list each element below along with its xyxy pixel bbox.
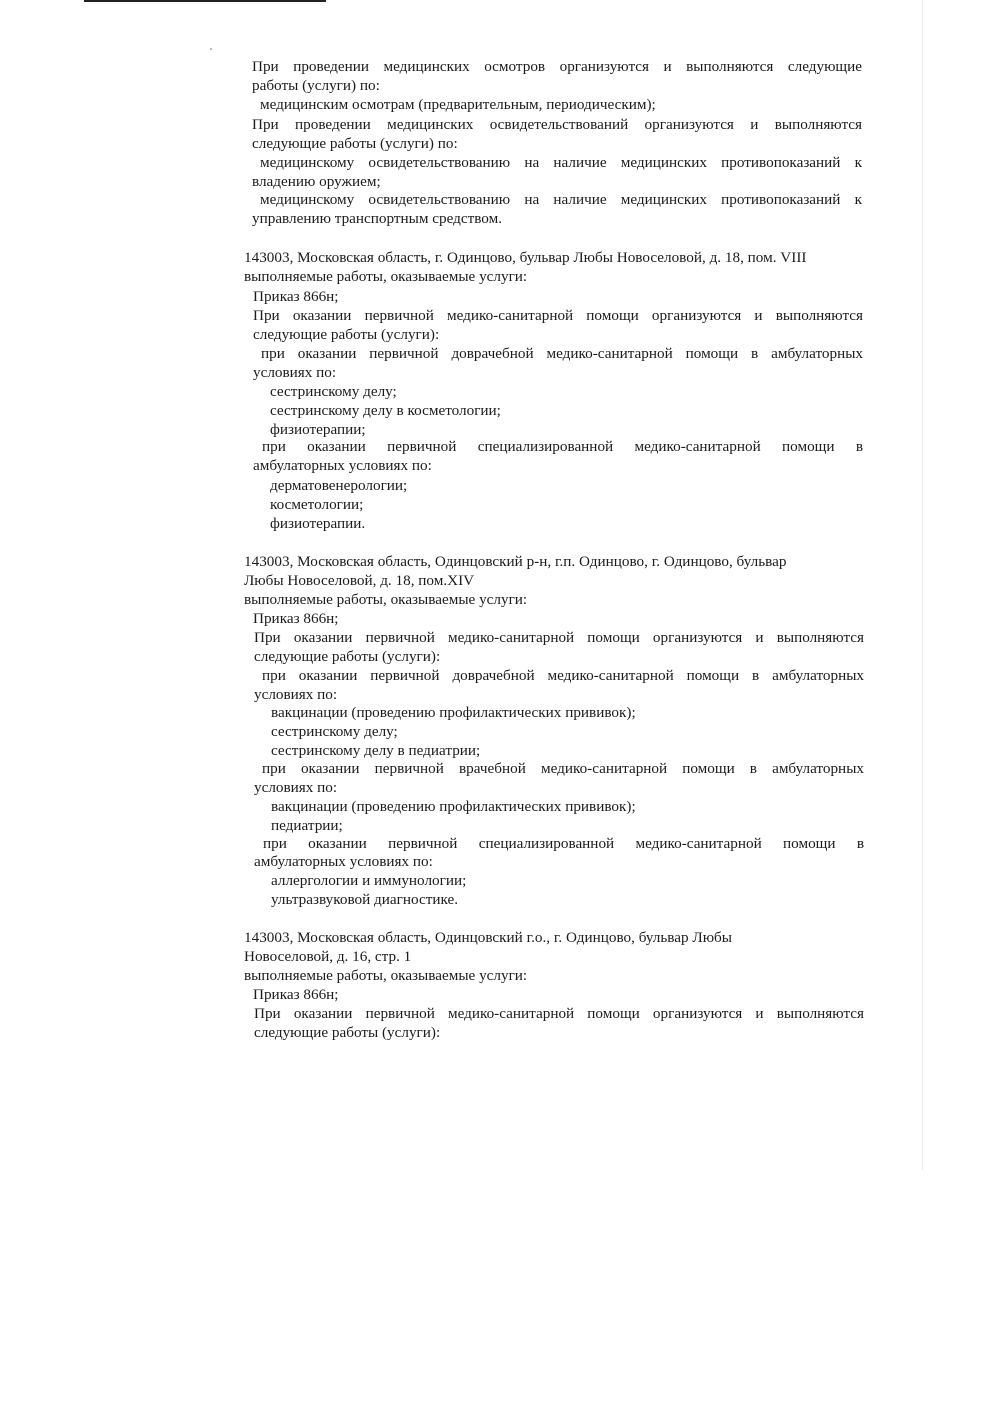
list-item: педиатрии;	[271, 817, 343, 834]
list-item: косметологии;	[270, 496, 364, 513]
list-item: управлению транспортным средством.	[252, 210, 503, 227]
list-item: дерматовенерологии;	[270, 477, 408, 494]
text-line: При проведении медицинских осмотров организуются и выполняются следующие	[252, 58, 862, 75]
list-item: владению оружием;	[252, 173, 381, 190]
text-line: условиях по:	[253, 364, 337, 381]
address-line: Новоселовой, д. 16, стр. 1	[244, 948, 412, 965]
text-line: При оказании первичной медико-санитарной помощи организуются и выполняются	[254, 629, 864, 646]
text-line: при оказании первичной специализированной медико-санитарной помощи в	[263, 835, 864, 852]
list-item: физиотерапии;	[270, 421, 366, 438]
list-item: медицинскому освидетельствованию на наличие медицинских противопоказаний к	[260, 154, 862, 171]
list-item: сестринскому делу;	[270, 383, 397, 400]
text-line: амбулаторных условиях по:	[253, 457, 432, 474]
text-line: выполняемые работы, оказываемые услуги:	[244, 591, 528, 608]
text-line: следующие работы (услуги):	[254, 1024, 441, 1041]
list-item: медицинскому освидетельствованию на наличие медицинских противопоказаний к	[260, 191, 862, 208]
text-line: следующие работы (услуги):	[253, 326, 440, 343]
address-line: 143003, Московская область, Одинцовский г.о., г. Одинцово, бульвар Любы	[244, 929, 732, 946]
text-line: условиях по:	[254, 779, 338, 796]
text-line: амбулаторных условиях по:	[254, 853, 433, 870]
address-line: 143003, Московская область, Одинцовский р-н, г.п. Одинцово, г. Одинцово, бульвар	[244, 553, 787, 570]
text-line: условиях по:	[254, 686, 338, 703]
list-item: физиотерапии.	[270, 515, 366, 532]
text-line: при оказании первичной доврачебной медико-санитарной помощи в амбулаторных	[261, 345, 863, 362]
list-item: медицинским осмотрам (предварительным, периодическим);	[260, 96, 656, 113]
text-line: при оказании первичной доврачебной медико-санитарной помощи в амбулаторных	[262, 667, 864, 684]
list-item: сестринскому делу;	[271, 723, 398, 740]
text-line: при оказании первичной специализированной медико-санитарной помощи в	[262, 438, 863, 455]
text-line: следующие работы (услуги) по:	[252, 135, 458, 152]
text-line: При оказании первичной медико-санитарной помощи организуются и выполняются	[254, 1005, 864, 1022]
list-item: ультразвуковой диагностике.	[271, 891, 459, 908]
address-line: Любы Новоселовой, д. 18, пом.XIV	[244, 572, 475, 589]
order-reference: Приказ 866н;	[253, 986, 339, 1003]
text-line: следующие работы (услуги):	[254, 648, 441, 665]
list-item: сестринскому делу в педиатрии;	[271, 742, 481, 759]
text-line: выполняемые работы, оказываемые услуги:	[244, 967, 528, 984]
order-reference: Приказ 866н;	[253, 288, 339, 305]
text-line: При оказании первичной медико-санитарной помощи организуются и выполняются	[253, 307, 863, 324]
text-line: при оказании первичной врачебной медико-санитарной помощи в амбулаторных	[262, 760, 864, 777]
list-item: сестринскому делу в косметологии;	[270, 402, 501, 419]
order-reference: Приказ 866н;	[253, 610, 339, 627]
text-line: выполняемые работы, оказываемые услуги:	[244, 268, 528, 285]
text-line: работы (услуги) по:	[252, 77, 380, 94]
list-item: вакцинации (проведению профилактических прививок);	[271, 704, 636, 721]
text-line: При проведении медицинских освидетельствований организуются и выполняются	[252, 116, 862, 133]
list-item: аллергологии и иммунологии;	[271, 872, 467, 889]
address-line: 143003, Московская область, г. Одинцово, бульвар Любы Новоселовой, д. 18, пом. VIII	[244, 249, 807, 266]
list-item: вакцинации (проведению профилактических прививок);	[271, 798, 636, 815]
